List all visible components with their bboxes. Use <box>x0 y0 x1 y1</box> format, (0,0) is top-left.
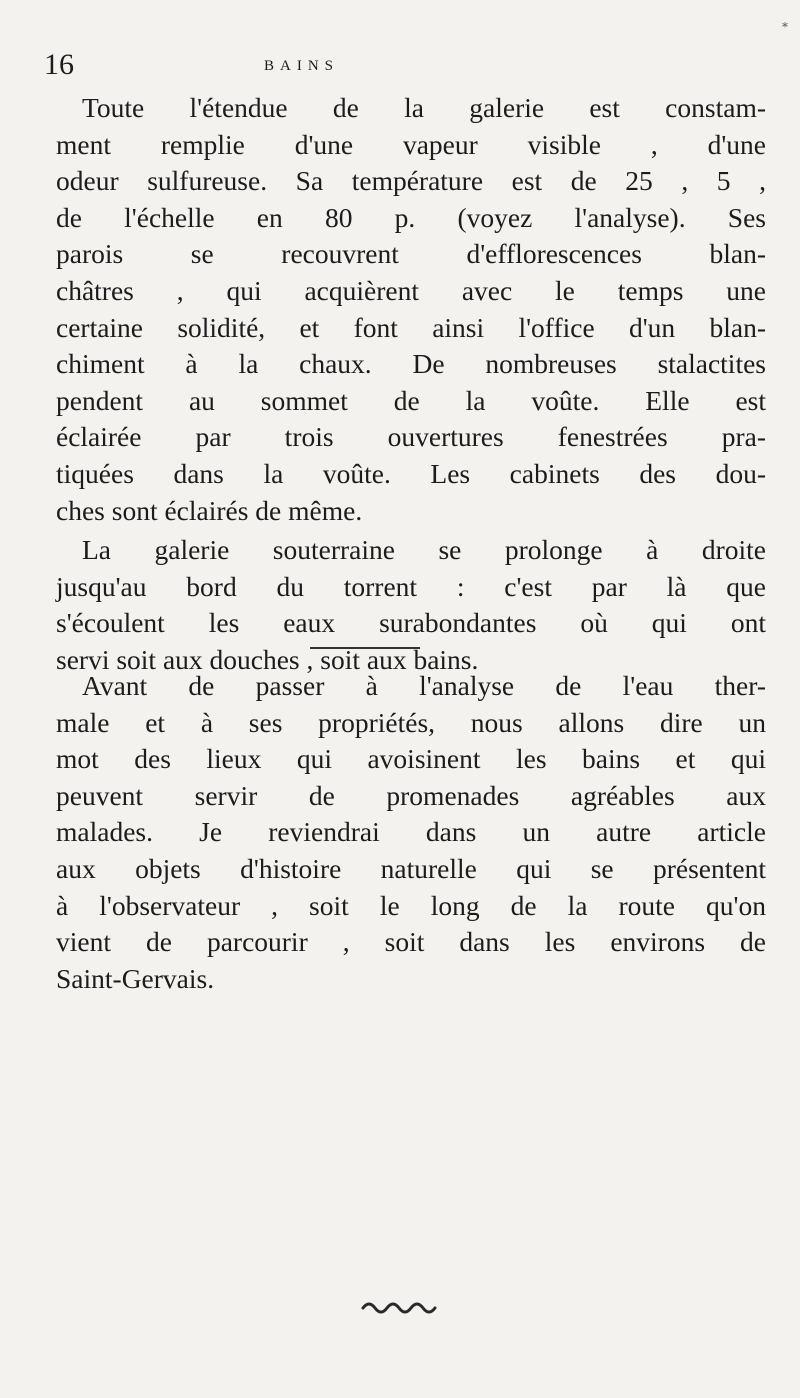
text-line: ches sont éclairés de même. <box>56 494 363 526</box>
paragraph-galerie-souterraine <box>56 532 766 678</box>
text-line: jusqu'au bord du torrent : c'est par là que <box>56 570 766 602</box>
text-line: mot des lieux qui avoisinent les bains et qui <box>56 743 766 775</box>
section-separator-rule <box>310 647 420 649</box>
text-line: odeur sulfureuse. Sa température est de 25 , 5 , <box>56 165 766 197</box>
text-line: Toute l'étendue de la galerie est constam- <box>82 92 766 123</box>
text-line: malades. Je reviendrai dans un autre article <box>56 816 766 848</box>
text-line: peuvent servir de promenades agréables aux <box>56 779 766 811</box>
paragraph-avant-analyse <box>56 668 766 997</box>
text-line: Saint-Gervais. <box>56 962 215 994</box>
text-line: servi soit aux douches , soit aux bains. <box>56 643 479 675</box>
text-line: vient de parcourir , soit dans les environs de <box>56 926 766 958</box>
text-line: tiquées dans la voûte. Les cabinets des dou- <box>56 457 766 489</box>
text-line: châtres , qui acquièrent avec le temps une <box>56 274 766 306</box>
text-line: à l'observateur , soit le long de la route qu'on <box>56 889 766 921</box>
text-line: male et à ses propriétés, nous allons dire un <box>56 706 766 738</box>
wavy-tailpiece-icon <box>361 1298 441 1316</box>
text-line: certaine solidité, et font ainsi l'office d'un blan- <box>56 311 766 343</box>
text-line: ment remplie d'une vapeur visible , d'une <box>56 128 766 160</box>
paragraph-galerie <box>56 90 766 529</box>
text-line: s'écoulent les eaux surabondantes où qui ont <box>56 607 766 639</box>
text-line: de l'échelle en 80 p. (voyez l'analyse). Ses <box>56 201 766 233</box>
page-number: 16 <box>44 48 74 81</box>
text-line: éclairée par trois ouvertures fenestrées pra- <box>56 421 766 453</box>
text-line: Avant de passer à l'analyse de l'eau ther- <box>82 670 766 701</box>
running-head: BAINS <box>264 58 340 74</box>
text-line: parois se recouvrent d'efflorescences blan- <box>56 238 766 270</box>
text-line: pendent au sommet de la voûte. Elle est <box>56 384 766 416</box>
corner-mark: * <box>782 20 788 34</box>
text-line: aux objets d'histoire naturelle qui se présentent <box>56 852 766 884</box>
text-line: chiment à la chaux. De nombreuses stalactites <box>56 348 766 380</box>
text-line: La galerie souterraine se prolonge à droite <box>82 534 766 565</box>
